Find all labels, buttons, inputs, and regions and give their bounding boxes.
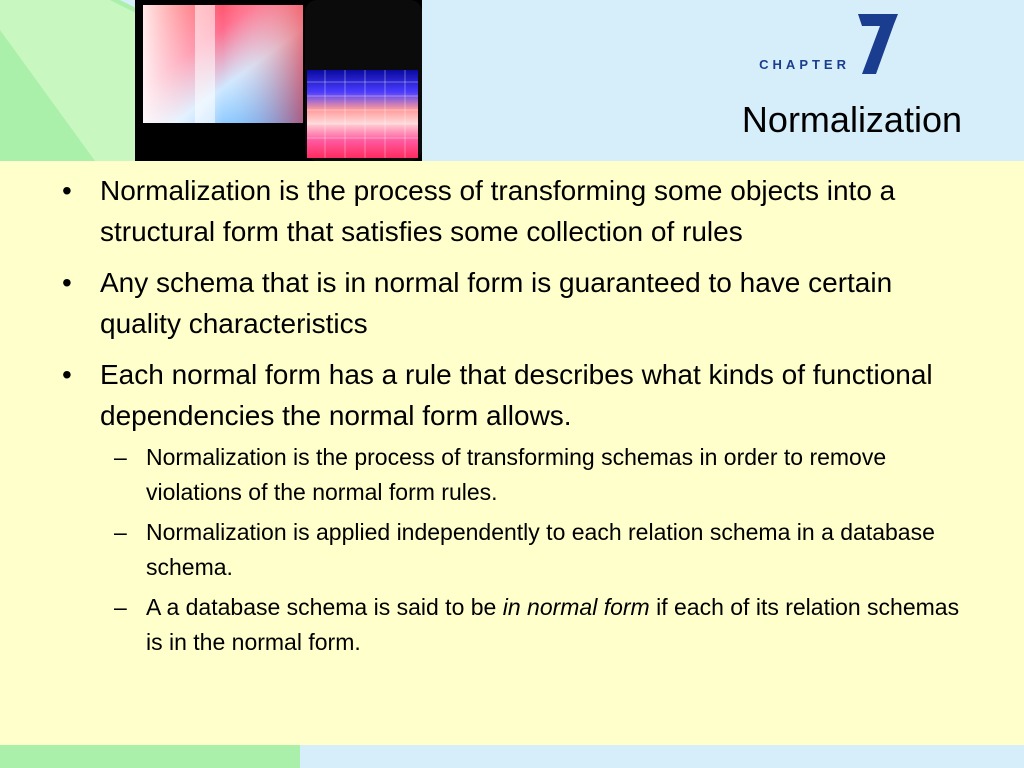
footer-blue-bar (300, 745, 1024, 768)
sub-bullet-text: Normalization is the process of transforming schemas in order to remove violations of the normal form rules. (146, 444, 887, 505)
sub-bullet-mark: – (114, 444, 127, 470)
sub-bullet-mark: – (114, 519, 127, 545)
colorful-abstract-image (135, 0, 422, 161)
bullet-item (62, 170, 967, 252)
green-wedge-decoration (0, 0, 140, 161)
sub-bullet-text (146, 590, 967, 660)
slide-header (0, 0, 1024, 161)
sub-bullet-mark: – (114, 594, 127, 620)
bullet-text: Any schema that is in normal form is guaranteed to have certain quality characteristics (100, 267, 893, 339)
sub-bullet-item (114, 515, 967, 585)
slide-title: Normalization (741, 99, 962, 140)
footer-green-bar (0, 745, 300, 768)
sub-bullet-item (114, 440, 967, 510)
chapter-badge (759, 12, 898, 74)
slide-content (62, 170, 967, 665)
bullet-text: Normalization is the process of transforming some objects into a structural form that satisfies some collection of rules (100, 175, 896, 247)
chapter-number-seven (854, 12, 898, 74)
bullet-item (62, 262, 967, 344)
sub-bullet-item (114, 590, 967, 660)
bullet-mark: • (62, 359, 72, 390)
sub-bullet-text-before: A a database schema is said to be (146, 594, 503, 620)
sub-bullet-emphasis: in normal form (502, 594, 650, 620)
bullet-item (62, 354, 967, 436)
bullet-text: Each normal form has a rule that describes what kinds of functional dependencies the normal form allows. (100, 359, 933, 431)
sub-bullet-text: Normalization is applied independently to each relation schema in a database schema. (146, 519, 935, 580)
sub-bullet-text-after: if each of its relation schemas is in the normal form. (146, 594, 960, 655)
chapter-label: CHAPTER (759, 57, 850, 72)
bullet-mark: • (62, 267, 72, 298)
bullet-mark: • (62, 175, 72, 206)
